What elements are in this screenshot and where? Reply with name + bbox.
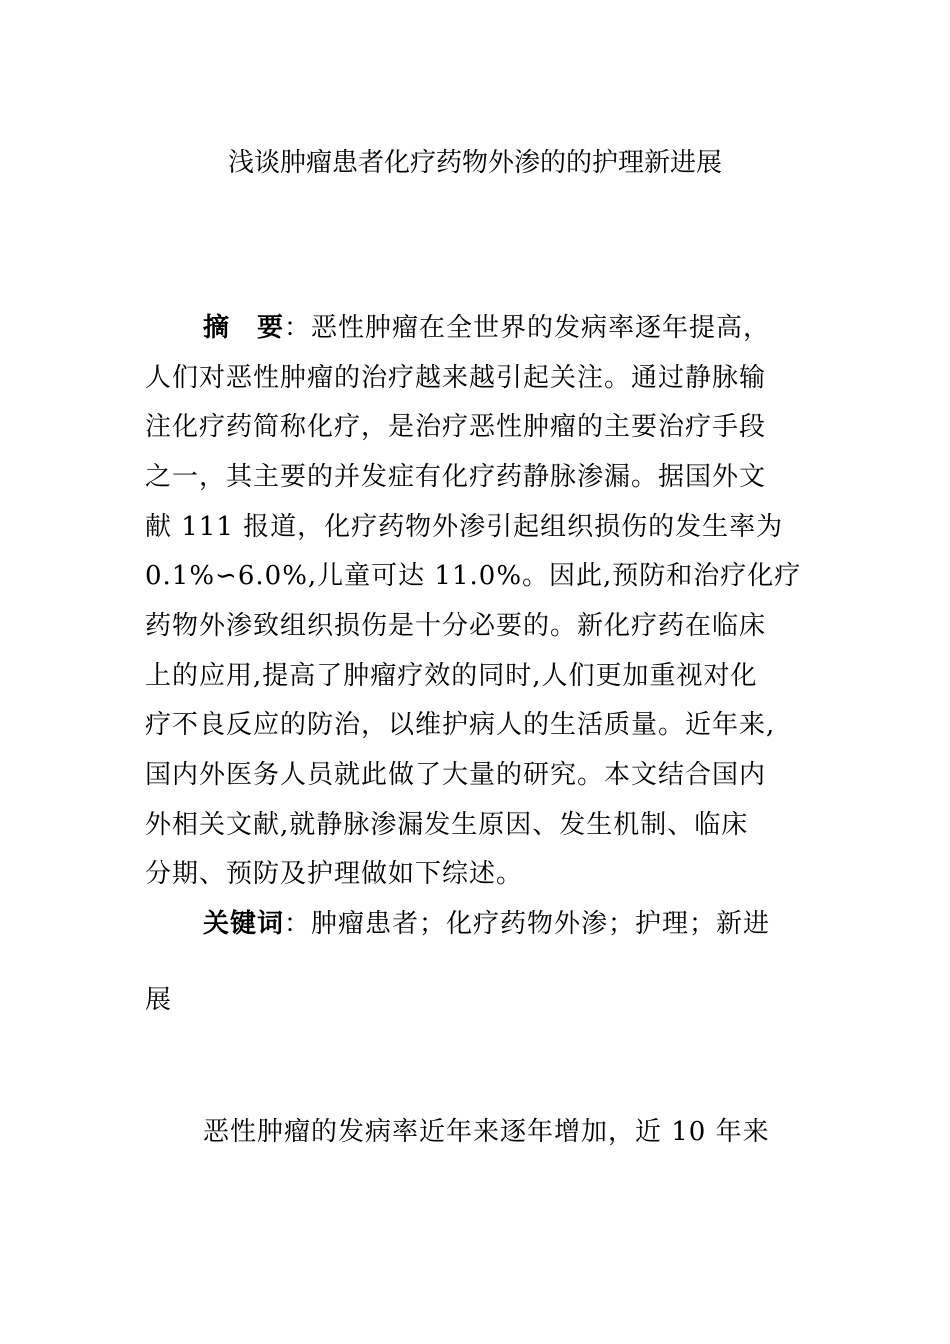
abstract-label: 摘 要 [203, 313, 285, 343]
keywords-continuation: 展 [145, 985, 173, 1015]
abstract-line: 上的应用,提高了肿瘤疗效的同时,人们更加重视对化 [145, 661, 758, 691]
document-title: 浅谈肿瘤患者化疗药物外渗的的护理新进展 [227, 148, 722, 178]
abstract-line: 国内外医务人员就此做了大量的研究。本文结合国内 [145, 760, 767, 790]
abstract-line: 之一，其主要的并发症有化疗药静脉渗漏。据国外文 [145, 462, 767, 492]
abstract-first-line [203, 308, 883, 348]
keywords-label: 关键词 [203, 909, 285, 939]
keywords-text: 肿瘤患者；化疗药物外渗；护理；新进 [311, 909, 771, 939]
body-paragraph-line: 恶性肿瘤的发病率近年来逐年增加，近 10 年来 [203, 1117, 770, 1147]
abstract-colon: ： [284, 313, 312, 343]
abstract-line: 献 111 报道，化疗药物外渗引起组织损伤的发生率为 [145, 512, 784, 542]
keywords-colon: ： [284, 909, 312, 939]
abstract-line: 注化疗药简称化疗，是治疗恶性肿瘤的主要治疗手段 [145, 412, 767, 442]
abstract-line: 药物外渗致组织损伤是十分必要的。新化疗药在临床 [145, 611, 767, 641]
abstract-line: 人们对恶性肿瘤的治疗越来越引起关注。通过静脉输 [145, 363, 767, 393]
abstract-line: 0.1%∽6.0%,儿童可达 11.0%。因此,预防和治疗化疗 [145, 561, 802, 591]
abstract-line: 疗不良反应的防治，以维护病人的生活质量。近年来, [145, 710, 776, 740]
keywords-line [203, 904, 883, 944]
abstract-line: 分期、预防及护理做如下综述。 [145, 859, 524, 889]
abstract-line: 外相关文献,就静脉渗漏发生原因、发生机制、临床 [145, 810, 749, 840]
abstract-line: 恶性肿瘤在全世界的发病率逐年提高， [311, 313, 771, 343]
